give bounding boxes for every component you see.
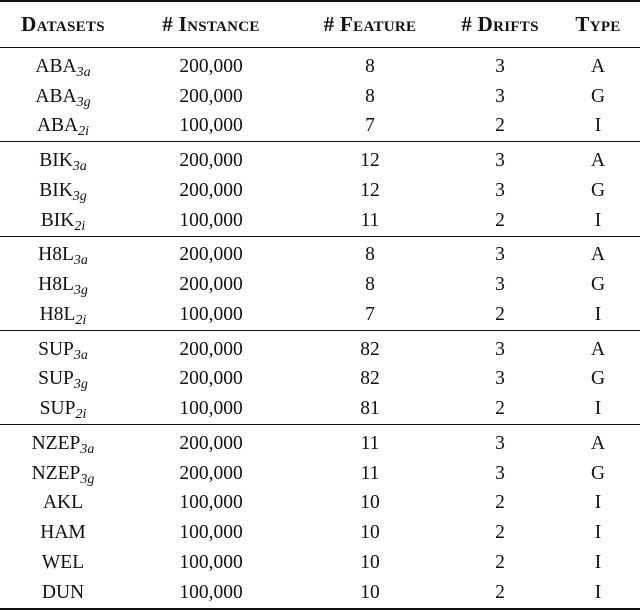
cell-feature: 8 (365, 274, 375, 296)
cell-drifts: 3 (495, 55, 505, 77)
cell-instance: 100,000 (179, 209, 243, 231)
dataset-name: NZEP (31, 462, 81, 484)
table-row (0, 365, 640, 395)
cell-type: I (594, 492, 602, 514)
cell-dataset (0, 82, 126, 112)
cell-type: I (594, 581, 602, 603)
cell-feature: 8 (365, 55, 375, 77)
dataset-subscript: 2i (75, 407, 87, 423)
table-row (0, 300, 640, 330)
table-row (0, 459, 640, 489)
dataset-subscript: 2i (78, 124, 90, 140)
header-datasets: Datasets (21, 12, 105, 36)
cell-instance: 200,000 (179, 55, 243, 77)
table-row (0, 142, 640, 176)
cell-drifts: 3 (495, 150, 505, 172)
cell-type: A (590, 244, 606, 266)
table-row (0, 330, 640, 364)
cell-feature: 10 (360, 581, 380, 603)
cell-dataset (0, 236, 126, 270)
dataset-subscript: 3g (80, 471, 95, 487)
cell-drifts: 3 (495, 244, 505, 266)
dataset-name: H8L (38, 244, 74, 266)
table-row (0, 206, 640, 236)
cell-drifts: 3 (495, 179, 505, 201)
dataset-name: NZEP (31, 432, 81, 454)
cell-instance: 200,000 (179, 274, 243, 296)
header-instance: # Instance (162, 12, 260, 36)
dataset-subscript: 3a (80, 441, 95, 457)
cell-drifts: 3 (495, 274, 505, 296)
cell-type: A (590, 150, 606, 172)
row-group (0, 236, 640, 330)
cell-feature: 11 (360, 209, 380, 231)
dataset-name: BIK (39, 150, 73, 172)
cell-instance: 100,000 (179, 522, 243, 544)
cell-type: I (594, 303, 602, 325)
cell-instance: 200,000 (179, 150, 243, 172)
dataset-name: DUN (41, 581, 85, 603)
cell-dataset (0, 330, 126, 364)
cell-dataset (0, 206, 126, 236)
dataset-name: H8L (38, 274, 74, 296)
header-drifts: # Drifts (461, 12, 539, 36)
dataset-subscript: 3a (72, 159, 87, 175)
cell-drifts: 2 (495, 398, 505, 420)
cell-feature: 11 (360, 432, 380, 454)
row-group (0, 330, 640, 424)
dataset-subscript: 2i (75, 312, 87, 328)
cell-instance: 100,000 (179, 492, 243, 514)
cell-instance: 200,000 (179, 368, 243, 390)
dataset-name: SUP (38, 368, 74, 390)
cell-dataset (0, 518, 126, 548)
cell-instance: 200,000 (179, 462, 243, 484)
dataset-name: BIK (39, 179, 73, 201)
dataset-subscript: 3g (72, 188, 87, 204)
dataset-name: SUP (38, 338, 74, 360)
table-row (0, 112, 640, 142)
cell-drifts: 2 (495, 303, 505, 325)
header-row (0, 1, 640, 48)
cell-instance: 100,000 (179, 303, 243, 325)
cell-dataset (0, 365, 126, 395)
cell-type: I (594, 398, 602, 420)
header-type: Type (575, 12, 621, 36)
cell-instance: 200,000 (179, 338, 243, 360)
cell-dataset (0, 578, 126, 609)
cell-dataset (0, 300, 126, 330)
cell-type: A (590, 55, 606, 77)
cell-type: G (590, 85, 606, 107)
cell-drifts: 2 (495, 492, 505, 514)
cell-dataset (0, 112, 126, 142)
cell-instance: 200,000 (179, 244, 243, 266)
cell-drifts: 2 (495, 522, 505, 544)
cell-feature: 82 (360, 368, 380, 390)
table-row (0, 518, 640, 548)
cell-type: G (590, 179, 606, 201)
cell-dataset (0, 270, 126, 300)
table-row (0, 176, 640, 206)
table-row (0, 489, 640, 519)
cell-type: A (590, 432, 606, 454)
cell-instance: 200,000 (179, 432, 243, 454)
dataset-subscript: 3a (73, 347, 88, 363)
dataset-name: AKL (42, 492, 84, 514)
cell-feature: 10 (360, 551, 380, 573)
cell-type: A (590, 338, 606, 360)
dataset-subscript: 3g (73, 283, 88, 299)
row-group (0, 142, 640, 236)
cell-instance: 100,000 (179, 581, 243, 603)
cell-feature: 82 (360, 338, 380, 360)
cell-instance: 200,000 (179, 85, 243, 107)
cell-type: I (594, 551, 602, 573)
cell-drifts: 2 (495, 581, 505, 603)
cell-dataset (0, 48, 126, 82)
dataset-name: SUP (39, 398, 76, 420)
cell-drifts: 2 (495, 551, 505, 573)
table-row (0, 394, 640, 424)
row-group (0, 425, 640, 609)
row-group (0, 48, 640, 142)
table-row (0, 236, 640, 270)
cell-dataset (0, 548, 126, 578)
cell-dataset (0, 489, 126, 519)
dataset-name: BIK (40, 209, 75, 231)
cell-feature: 12 (360, 179, 380, 201)
cell-drifts: 2 (495, 209, 505, 231)
cell-drifts: 3 (495, 85, 505, 107)
cell-type: G (590, 462, 606, 484)
dataset-subscript: 3a (76, 64, 91, 80)
header-feature: # Feature (323, 12, 417, 36)
cell-type: G (590, 274, 606, 296)
cell-instance: 100,000 (179, 551, 243, 573)
table-row (0, 578, 640, 609)
table-row (0, 82, 640, 112)
cell-type: G (590, 368, 606, 390)
cell-drifts: 3 (495, 338, 505, 360)
cell-feature: 7 (365, 115, 375, 137)
dataset-subscript: 3g (73, 377, 88, 393)
cell-feature: 81 (360, 398, 380, 420)
table-row (0, 48, 640, 82)
cell-feature: 12 (360, 150, 380, 172)
cell-feature: 7 (365, 303, 375, 325)
table-row (0, 270, 640, 300)
cell-instance: 100,000 (179, 115, 243, 137)
cell-feature: 10 (360, 522, 380, 544)
cell-type: I (594, 522, 602, 544)
dataset-subscript: 2i (74, 218, 86, 234)
cell-drifts: 3 (495, 462, 505, 484)
dataset-name: ABA (36, 115, 79, 137)
dataset-name: H8L (39, 303, 76, 325)
dataset-name: WEL (41, 551, 85, 573)
dataset-name: ABA (35, 55, 77, 77)
cell-type: I (594, 115, 602, 137)
cell-feature: 8 (365, 85, 375, 107)
cell-feature: 10 (360, 492, 380, 514)
cell-drifts: 3 (495, 368, 505, 390)
cell-feature: 8 (365, 244, 375, 266)
cell-dataset (0, 394, 126, 424)
dataset-name: ABA (35, 85, 77, 107)
cell-dataset (0, 459, 126, 489)
cell-drifts: 2 (495, 115, 505, 137)
dataset-name: HAM (40, 522, 86, 544)
table-row (0, 425, 640, 459)
table-row (0, 548, 640, 578)
cell-type: I (594, 209, 602, 231)
cell-instance: 100,000 (179, 398, 243, 420)
cell-dataset (0, 425, 126, 459)
table-header (0, 1, 640, 48)
cell-drifts: 3 (495, 432, 505, 454)
cell-dataset (0, 142, 126, 176)
cell-instance: 200,000 (179, 179, 243, 201)
dataset-subscript: 3a (73, 253, 88, 269)
dataset-subscript: 3g (76, 94, 91, 110)
cell-feature: 11 (360, 462, 380, 484)
cell-dataset (0, 176, 126, 206)
